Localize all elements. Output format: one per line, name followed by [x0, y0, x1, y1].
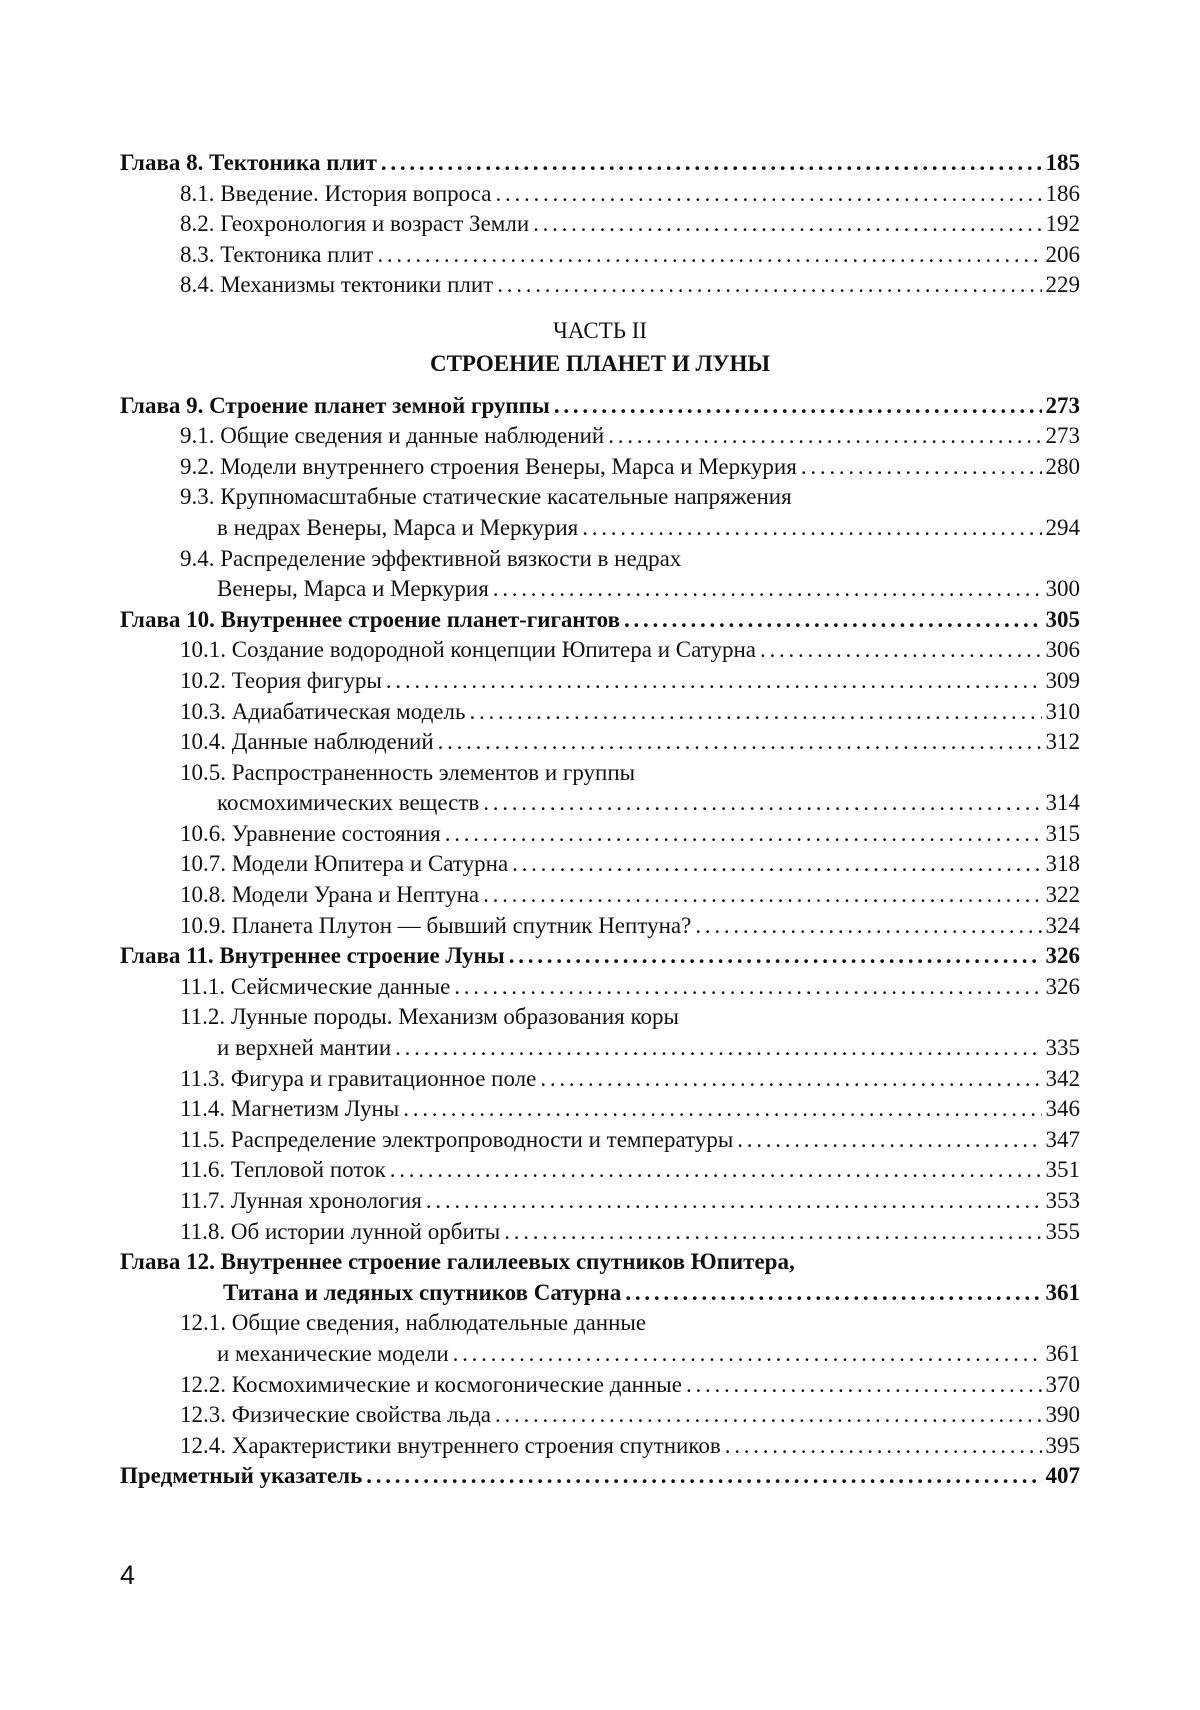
dot-leader — [686, 1370, 1042, 1401]
entry-title: 10.8. Модели Урана и Нептуна — [180, 882, 480, 908]
entry-page-number: 229 — [1045, 272, 1080, 298]
part-label: ЧАСТЬ II — [552, 317, 648, 343]
toc-section-entry — [120, 1370, 1080, 1401]
dot-leader — [512, 849, 1041, 880]
toc-section-entry — [120, 1308, 1080, 1339]
entry-title: Предметный указатель — [120, 1463, 363, 1489]
toc-section-entry — [120, 209, 1080, 240]
dot-leader — [390, 1155, 1042, 1186]
entry-title: 8.3. Тектоника плит — [180, 241, 374, 267]
entry-page-number: 355 — [1045, 1218, 1080, 1244]
entry-page-number: 186 — [1045, 180, 1080, 206]
entry-title-continued: и механические модели — [217, 1340, 449, 1366]
dot-leader — [366, 1461, 1041, 1492]
entry-page-number: 351 — [1045, 1157, 1080, 1183]
dot-leader — [695, 911, 1041, 942]
dot-leader — [454, 972, 1041, 1003]
dot-leader — [483, 788, 1041, 819]
dot-leader — [395, 1033, 1041, 1064]
part-heading — [120, 316, 1080, 381]
toc-section-entry — [120, 421, 1080, 452]
dot-leader — [509, 941, 1042, 972]
entry-title: 12.1. Общие сведения, наблюдательные данные — [180, 1310, 647, 1336]
toc-entry-continuation — [120, 1033, 1080, 1064]
entry-title-continued: в недрах Венеры, Марса и Меркурия — [217, 514, 579, 540]
dot-leader — [725, 1431, 1042, 1462]
entry-title-continued: Титана и ледяных спутников Сатурна — [223, 1279, 622, 1305]
toc-chapter-entry — [120, 391, 1080, 422]
toc-chapter-entry — [120, 605, 1080, 636]
toc-section-entry — [120, 819, 1080, 850]
entry-title: Глава 12. Внутреннее строение галилеевых спутников Юпитера, — [120, 1249, 795, 1275]
entry-title: Глава 10. Внутреннее строение планет-гигантов — [120, 606, 621, 632]
entry-title: 11.2. Лунные породы. Механизм образования коры — [180, 1004, 679, 1030]
toc-section-entry — [120, 270, 1080, 301]
entry-title: 10.7. Модели Юпитера и Сатурна — [180, 851, 509, 877]
entry-title: 12.3. Физические свойства льда — [180, 1402, 491, 1428]
dot-leader — [533, 209, 1041, 240]
entry-page-number: 294 — [1045, 514, 1080, 540]
dot-leader — [504, 1217, 1041, 1248]
toc-part-1 — [120, 148, 1080, 301]
toc-section-entry — [120, 1002, 1080, 1033]
entry-title: 10.5. Распространенность элементов и группы — [180, 759, 636, 785]
dot-leader — [403, 1094, 1041, 1125]
dot-leader — [386, 666, 1042, 697]
entry-title: 9.1. Общие сведения и данные наблюдений — [180, 423, 605, 449]
toc-section-entry — [120, 482, 1080, 513]
dot-leader — [582, 513, 1041, 544]
entry-title: 11.6. Тепловой поток — [180, 1157, 386, 1183]
entry-page-number: 347 — [1045, 1126, 1080, 1152]
dot-leader — [497, 270, 1041, 301]
entry-page-number: 312 — [1045, 729, 1080, 755]
toc-section-entry — [120, 1217, 1080, 1248]
toc-section-entry — [120, 972, 1080, 1003]
toc-section-entry — [120, 1094, 1080, 1125]
toc-part-2 — [120, 391, 1080, 1492]
toc-section-entry — [120, 697, 1080, 728]
dot-leader — [493, 574, 1042, 605]
dot-leader — [760, 635, 1042, 666]
entry-title: Глава 9. Строение планет земной группы — [120, 392, 550, 418]
entry-title-continued: Венеры, Марса и Меркурия — [217, 576, 489, 602]
entry-title: 12.2. Космохимические и космогонические данные — [180, 1371, 682, 1397]
entry-title: Глава 8. Тектоника плит — [120, 150, 377, 175]
dot-leader — [438, 727, 1042, 758]
entry-page-number: 353 — [1045, 1188, 1080, 1213]
toc-section-entry — [120, 666, 1080, 697]
dot-leader — [801, 452, 1042, 483]
toc-section-entry — [120, 1155, 1080, 1186]
toc-section-entry — [120, 452, 1080, 483]
entry-title: 10.9. Планета Плутон — бывший спутник Нептуна? — [180, 912, 692, 938]
entry-page-number: 361 — [1045, 1340, 1080, 1366]
table-of-contents — [120, 148, 1080, 1492]
entry-title: 10.1. Создание водородной концепции Юпитера и Сатурна — [180, 637, 756, 663]
entry-page-number: 342 — [1045, 1065, 1080, 1091]
dot-leader — [483, 880, 1041, 911]
entry-page-number: 273 — [1045, 423, 1080, 449]
toc-section-entry — [120, 1400, 1080, 1431]
entry-title: 10.6. Уравнение состояния — [180, 820, 441, 846]
toc-section-entry — [120, 1431, 1080, 1462]
entry-title: 8.4. Механизмы тектоники плит — [180, 272, 494, 298]
entry-page-number: 346 — [1045, 1096, 1080, 1122]
entry-title: 9.3. Крупномасштабные статические касательные напряжения — [180, 484, 792, 510]
entry-page-number: 361 — [1045, 1279, 1080, 1305]
toc-chapter-entry — [120, 1247, 1080, 1278]
entry-page-number: 322 — [1045, 882, 1080, 908]
dot-leader — [445, 819, 1042, 850]
toc-section-entry — [120, 544, 1080, 575]
entry-page-number: 324 — [1045, 912, 1080, 938]
entry-page-number: 185 — [1045, 150, 1080, 175]
entry-title: 8.2. Геохронология и возраст Земли — [180, 211, 530, 237]
entry-page-number: 309 — [1045, 667, 1080, 693]
entry-title: 9.2. Модели внутреннего строения Венеры, Марса и Меркурия — [180, 453, 797, 479]
dot-leader — [426, 1186, 1042, 1217]
toc-section-entry — [120, 240, 1080, 271]
entry-page-number: 326 — [1045, 943, 1080, 969]
entry-page-number: 273 — [1045, 392, 1080, 418]
toc-section-entry — [120, 880, 1080, 911]
toc-section-entry — [120, 758, 1080, 789]
entry-title: 10.2. Теория фигуры — [180, 667, 382, 693]
toc-entry-continuation — [120, 1339, 1080, 1370]
entry-title: 8.1. Введение. История вопроса — [180, 180, 492, 206]
toc-chapter-entry — [120, 148, 1080, 179]
dot-leader — [377, 240, 1041, 271]
toc-entry-continuation — [120, 574, 1080, 605]
entry-title: 11.7. Лунная хронология — [180, 1188, 422, 1213]
entry-title: Глава 11. Внутреннее строение Луны — [120, 943, 505, 969]
entry-page-number: 335 — [1045, 1035, 1080, 1061]
dot-leader — [737, 1125, 1041, 1156]
dot-leader — [495, 179, 1041, 210]
entry-page-number: 306 — [1045, 637, 1080, 663]
toc-section-entry — [120, 635, 1080, 666]
entry-page-number: 192 — [1045, 211, 1080, 237]
entry-title: 11.5. Распределение электропроводности и температуры — [180, 1126, 734, 1152]
entry-title: 12.4. Характеристики внутреннего строения спутников — [180, 1432, 721, 1458]
entry-page-number: 305 — [1045, 606, 1080, 632]
page-number: 4 — [120, 1560, 136, 1590]
entry-title: 10.3. Адиабатическая модель — [180, 698, 466, 724]
toc-section-entry — [120, 1125, 1080, 1156]
entry-page-number: 206 — [1045, 241, 1080, 267]
dot-leader — [469, 697, 1041, 728]
entry-page-number: 314 — [1045, 790, 1080, 816]
toc-section-entry — [120, 849, 1080, 880]
entry-page-number: 326 — [1045, 973, 1080, 999]
dot-leader — [624, 605, 1041, 636]
entry-title: 11.3. Фигура и гравитационное поле — [180, 1065, 537, 1091]
dot-leader — [540, 1064, 1041, 1095]
dot-leader — [453, 1339, 1042, 1370]
entry-page-number: 280 — [1045, 453, 1080, 479]
entry-page-number: 318 — [1045, 851, 1080, 877]
dot-leader — [495, 1400, 1042, 1431]
entry-page-number: 395 — [1045, 1432, 1080, 1458]
entry-title: 11.1. Сейсмические данные — [180, 973, 451, 999]
entry-page-number: 300 — [1045, 576, 1080, 602]
dot-leader — [554, 391, 1042, 422]
toc-section-entry — [120, 727, 1080, 758]
toc-chapter-entry — [120, 941, 1080, 972]
entry-title: 11.4. Магнетизм Луны — [180, 1096, 400, 1122]
toc-entry-continuation — [120, 513, 1080, 544]
entry-page-number: 407 — [1045, 1463, 1080, 1489]
entry-title-continued: и верхней мантии — [217, 1035, 392, 1061]
toc-entry-continuation — [120, 788, 1080, 819]
entry-page-number: 315 — [1045, 820, 1080, 846]
entry-title: 11.8. Об истории лунной орбиты — [180, 1218, 501, 1244]
toc-section-entry — [120, 1064, 1080, 1095]
toc-section-entry — [120, 1186, 1080, 1217]
dot-leader — [625, 1278, 1041, 1309]
entry-page-number: 370 — [1045, 1371, 1080, 1397]
dot-leader — [608, 421, 1041, 452]
entry-page-number: 390 — [1045, 1402, 1080, 1428]
toc-chapter-entry — [120, 1461, 1080, 1492]
dot-leader — [381, 148, 1042, 179]
toc-section-entry — [120, 179, 1080, 210]
toc-section-entry — [120, 911, 1080, 942]
entry-title-continued: космохимических веществ — [217, 790, 480, 816]
toc-entry-continuation — [120, 1278, 1080, 1309]
entry-page-number: 310 — [1045, 698, 1080, 724]
part-title: СТРОЕНИЕ ПЛАНЕТ И ЛУНЫ — [429, 350, 771, 376]
entry-title: 10.4. Данные наблюдений — [180, 729, 434, 755]
entry-title: 9.4. Распределение эффективной вязкости в недрах — [180, 545, 682, 571]
